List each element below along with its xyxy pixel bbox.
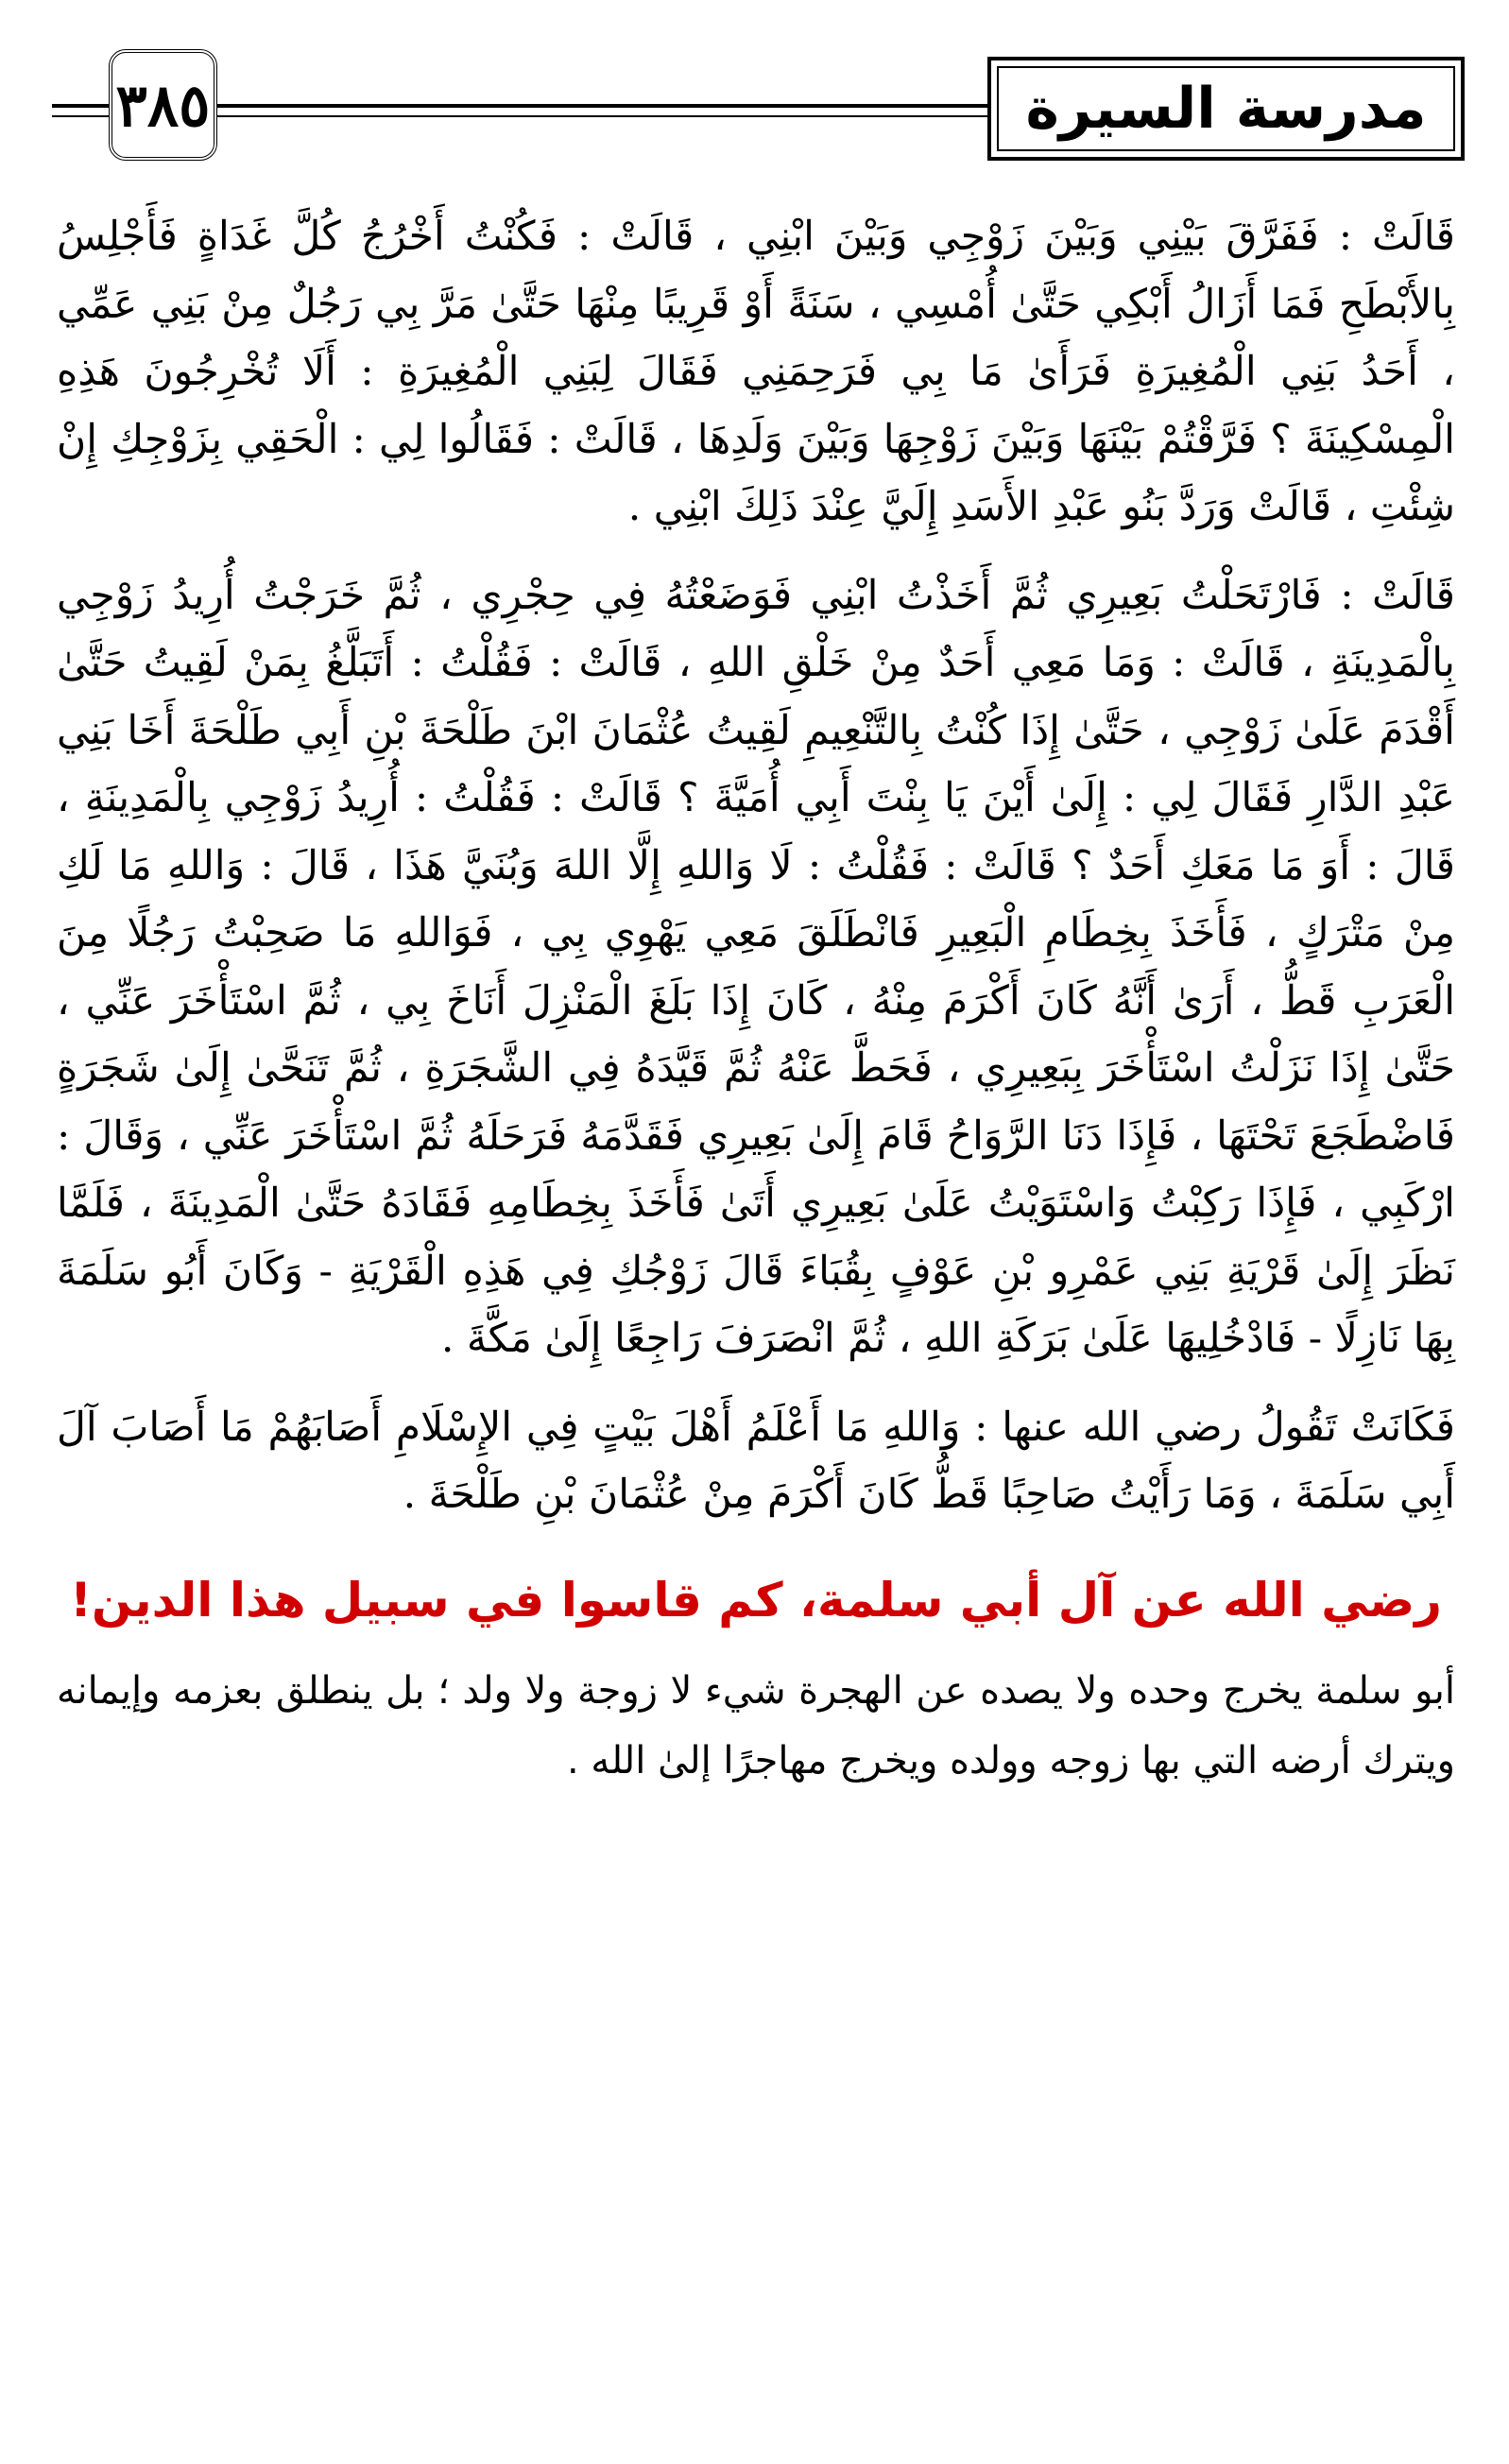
header-rule-left-thin <box>52 115 109 117</box>
page-header <box>52 49 1465 163</box>
header-rule-thin <box>213 115 987 117</box>
header-rule <box>213 104 987 108</box>
header-rule-left <box>52 104 109 108</box>
paragraph-3: فَكَانَتْ تَقُولُ رضي الله عنها : وَاللهِ مَا أَعْلَمُ أَهْلَ بَيْتٍ فِي الإِسْلَامِ أَصَابَهُمْ مَا أَصَابَ آلَ أَبِي سَلَمَةَ ، وَمَا رَأَيْتُ صَاحِبًا قَطُّ كَانَ أَكْرَمَ مِنْ عُثْمَانَ بْنِ طَلْحَةَ . <box>57 1404 1455 1518</box>
running-title: مدرسة السيرة <box>1025 76 1427 142</box>
paragraph-2: قَالَتْ : فَارْتَحَلْتُ بَعِيرِي ثُمَّ أَخَذْتُ ابْنِي فَوَضَعْتُهُ فِي حِجْرِي ، ثُمَّ خَرَجْتُ أُرِيدُ زَوْجِي بِالْمَدِينَةِ ، قَالَتْ : وَمَا مَعِي أَحَدٌ مِنْ خَلْقِ اللهِ ، قَالَتْ : فَقُلْتُ : أَتَبَلَّغُ بِمَنْ لَقِيتُ حَتَّىٰ أَقْدَمَ عَلَىٰ زَوْجِي ، حَتَّىٰ إِذَا كُنْتُ بِالتَّنْعِيمِ لَقِيتُ عُثْمَانَ ابْنَ طَلْحَةَ بْنِ أَبِي طَلْحَةَ أَخَا بَنِي عَبْدِ الدَّارِ فَقَالَ لِي : إِلَىٰ أَيْنَ يَا بِنْتَ أَبِي أُمَيَّةَ ؟ قَالَتْ : فَقُلْتُ : أُرِيدُ زَوْجِي بِالْمَدِينَةِ ، قَالَ : أَوَ مَا مَعَكِ أَحَدٌ ؟ قَالَتْ : فَقُلْتُ : لَا وَاللهِ إِلَّا اللهَ وَبُنَيَّ هَذَا ، قَالَ : وَاللهِ مَا لَكِ مِنْ مَتْرَكٍ ، فَأَخَذَ بِخِطَامِ الْبَعِيرِ فَانْطَلَقَ مَعِي يَهْوِي بِي ، فَوَاللهِ مَا صَحِبْتُ رَجُلًا مِنَ الْعَرَبِ قَطُّ ، أَرَىٰ أَنَّهُ كَانَ أَكْرَمَ مِنْهُ ، كَانَ إِذَا بَلَغَ الْمَنْزِلَ أَنَاخَ بِي ، ثُمَّ اسْتَأْخَرَ عَنِّي ، حَتَّىٰ إِذَا نَزَلْتُ اسْتَأْخَرَ بِبَعِيرِي ، فَحَطَّ عَنْهُ ثُمَّ قَيَّدَهُ فِي الشَّجَرَةِ ، ثُمَّ تَنَحَّىٰ إِلَىٰ شَجَرَةٍ فَاضْطَجَعَ تَحْتَهَا ، فَإِذَا دَنَا الرَّوَاحُ قَامَ إِلَىٰ بَعِيرِي فَقَدَّمَهُ فَرَحَلَهُ ثُمَّ اسْتَأْخَرَ عَنِّي ، وَقَالَ : ارْكَبِي ، فَإِذَا رَكِبْتُ وَاسْتَوَيْتُ عَلَىٰ بَعِيرِي أَتَىٰ فَأَخَذَ بِخِطَامِهِ فَقَادَهُ حَتَّىٰ الْمَدِينَةَ ، فَلَمَّا نَظَرَ إِلَىٰ قَرْيَةِ بَنِي عَمْرِو بْنِ عَوْفٍ بِقُبَاءَ قَالَ زَوْجُكِ فِي هَذِهِ الْقَرْيَةِ - وَكَانَ أَبُو سَلَمَةَ بِهَا نَازِلًا - فَادْخُلِيهَا عَلَىٰ بَرَكَةِ اللهِ ، ثُمَّ انْصَرَفَ رَاجِعًا إِلَىٰ مَكَّةَ . <box>57 572 1455 1362</box>
closing-paragraph: أبو سلمة يخرج وحده ولا يصده عن الهجرة شيء لا زوجة ولا ولد ؛ بل ينطلق بعزمه وإيمانه ويترك أرضه التي بها زوجه وولده ويخرج مهاجرًا إلىٰ الله . <box>57 1668 1455 1783</box>
red-heading: رضي الله عن آل أبي سلمة، كم قاسوا في سبيل هذا الدين! <box>70 1572 1442 1628</box>
page-body <box>57 203 1455 1796</box>
running-title-frame <box>987 57 1465 161</box>
paragraph-1: قَالَتْ : فَفَرَّقَ بَيْنِي وَبَيْنَ زَوْجِي وَبَيْنَ ابْنِي ، قَالَتْ : فَكُنْتُ أَخْرُجُ كُلَّ غَدَاةٍ فَأَجْلِسُ بِالأَبْطَحِ فَمَا أَزَالُ أَبْكِي حَتَّىٰ أُمْسِي ، سَنَةً أَوْ قَرِيبًا مِنْهَا حَتَّىٰ مَرَّ بِي رَجُلٌ مِنْ بَنِي عَمِّي ، أَحَدُ بَنِي الْمُغِيرَةِ فَرَأَىٰ مَا بِي فَرَحِمَنِي فَقَالَ لِبَنِي الْمُغِيرَةِ : أَلَا تُخْرِجُونَ هَذِهِ الْمِسْكِينَةَ ؟ فَرَّقْتُمْ بَيْنَهَا وَبَيْنَ زَوْجِهَا وَبَيْنَ وَلَدِهَا ، قَالَتْ : فَقَالُوا لِي : الْحَقِي بِزَوْجِكِ إِنْ شِئْتِ ، قَالَتْ وَرَدَّ بَنُو عَبْدِ الأَسَدِ إِلَيَّ عِنْدَ ذَلِكَ ابْنِي . <box>57 214 1455 530</box>
page-number-frame <box>109 49 217 161</box>
page-number: ٣٨٥ <box>115 70 211 140</box>
